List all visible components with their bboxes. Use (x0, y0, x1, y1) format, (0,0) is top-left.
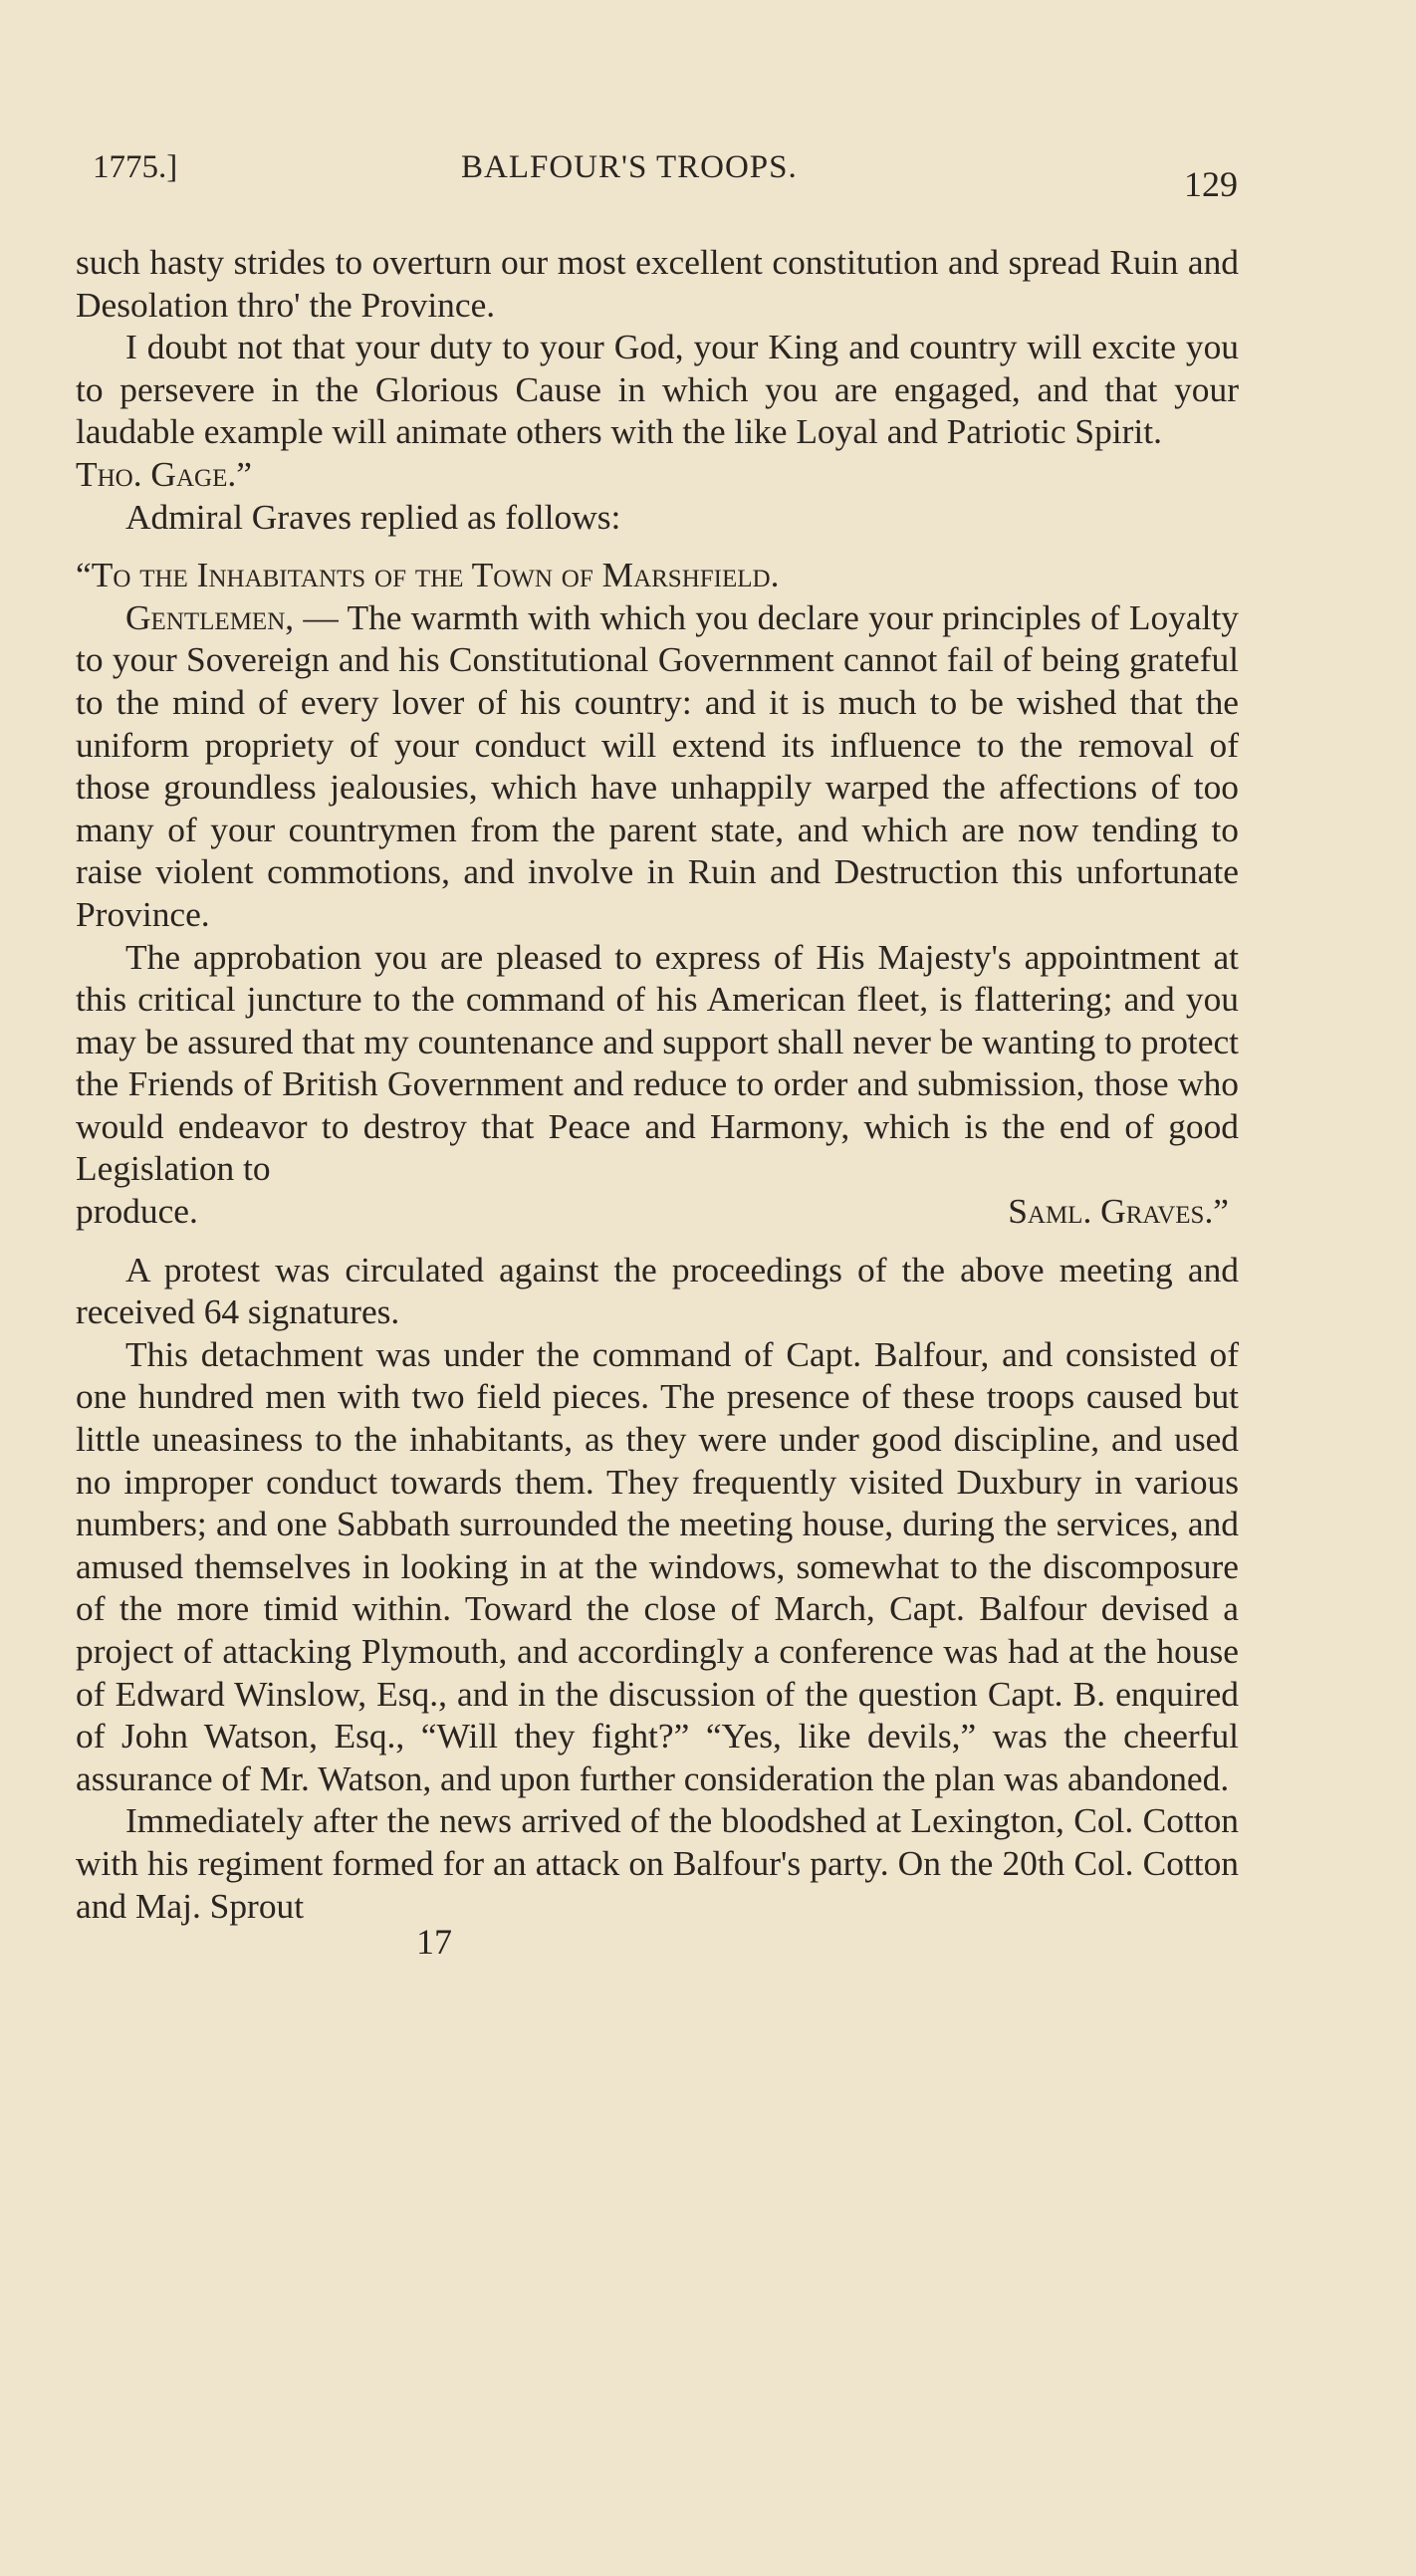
paragraph-lexington: Immediately after the news arrived of the bloodshed at Lexington, Col. Cotton with his regiment formed for an attack on Balfour's party. On the 20th Col. Cotton and Maj. Sprout (76, 1800, 1239, 1926)
signature-mark: 17 (416, 1922, 452, 1962)
header-title: BALFOUR'S TROOPS. (461, 149, 798, 185)
signature-gage: Tho. Gage.” (76, 453, 252, 494)
paragraph-graves-intro: Admiral Graves replied as follows: (125, 496, 621, 537)
paragraph-graves-reply-text: — The warmth with which you declare your principles of Loyalty to your Sovereign and his Constitutional Government cannot fail of being grateful to the mind of every lover of his country: and it is much to be wished that the uniform propriety of your conduct will extend its influence to the removal of those groundless jealousies, which have unhappily warped the affections of too many of your countrymen from the parent state, and which are now tending to raise violent commotions, and involve in Ruin and Destruction this unfortunate Province. (76, 596, 1239, 934)
address-line: “To the Inhabitants of the Town of Marshfield. (76, 555, 780, 595)
paragraph-gage-letter: I doubt not that your duty to your God, your King and country will excite you to persevere in the Glorious Cause in which you are engaged, and that your laudable example will animate others with the like Loyal and Patriotic Spirit. (76, 327, 1239, 452)
page-body (76, 241, 1239, 1927)
page-number: 129 (1184, 164, 1238, 204)
signature-graves: Saml. Graves.” (1008, 1191, 1229, 1232)
paragraph-graves-reply (76, 596, 1239, 936)
running-header (93, 149, 1238, 204)
closing-line (76, 1190, 1239, 1233)
paragraph-continuation: such hasty strides to overturn our most excellent constitution and spread Ruin and Desolation thro' the Province. (76, 242, 1239, 325)
paragraph-detachment: This detachment was under the command of Capt. Balfour, and consisted of one hundred men with two field pieces. The presence of these troops caused but little uneasiness to the inhabitants, as they were under good discipline, and used no improper conduct towards them. They frequently visited Duxbury in various numbers; and one Sabbath surrounded the meeting house, during the services, and amused themselves in looking in at the windows, somewhat to the discomposure of the more timid within. Toward the close of March, Capt. Balfour devised a project of attacking Plymouth, and accordingly a conference was had at the house of Edward Winslow, Esq., and in the discussion of the question Capt. B. enquired of John Watson, Esq., “Will they fight?” “Yes, like devils,” was the cheerful assurance of Mr. Watson, and upon further consideration the plan was abandoned. (76, 1333, 1239, 1798)
paragraph-protest: A protest was circulated against the proceedings of the above meeting and received 64 signatures. (76, 1249, 1239, 1332)
header-year: 1775.] (93, 149, 178, 185)
paragraph-approbation: The approbation you are pleased to express of His Majesty's appointment at this critical juncture to the command of his American fleet, is flattering; and you may be assured that my countenance and support shall never be wanting to protect the Friends of British Government and reduce to order and submission, those who would endeavor to destroy that Peace and Harmony, which is the end of good Legislation to (76, 936, 1239, 1189)
closing-word: produce. (76, 1191, 198, 1232)
salutation: Gentlemen, (125, 596, 295, 637)
